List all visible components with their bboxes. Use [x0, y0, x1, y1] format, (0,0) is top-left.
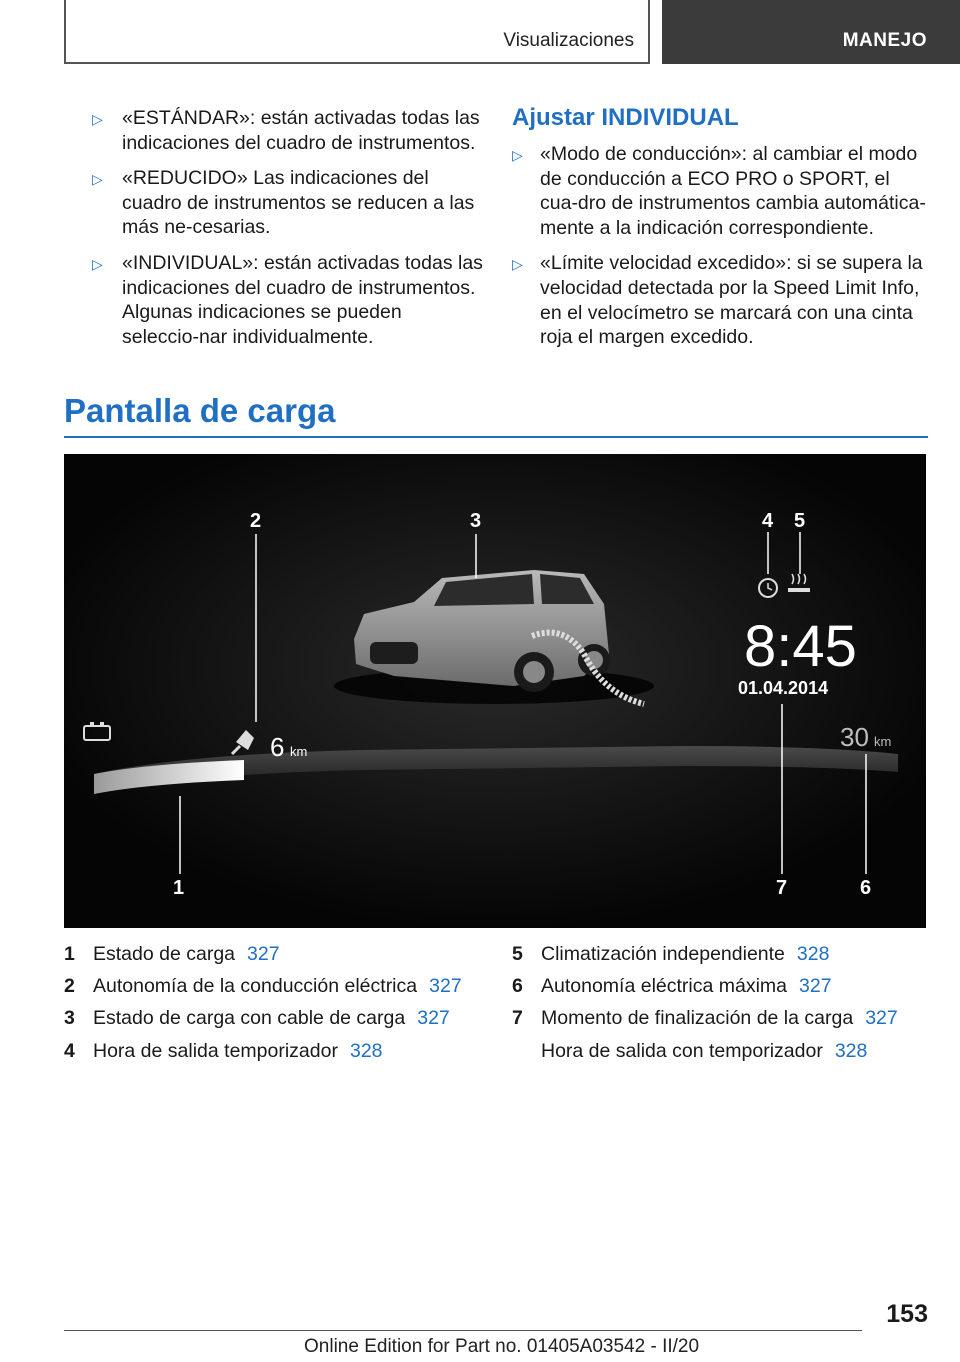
legend-number: 5	[512, 943, 523, 965]
bullet-text: «ESTÁNDAR»: están activadas todas las indicaciones del cuadro de instrumentos.	[122, 107, 480, 154]
legend-text: Hora de salida temporizador	[93, 1039, 338, 1062]
header-section-box	[64, 0, 650, 64]
legend-text: Autonomía eléctrica máxima	[541, 975, 788, 998]
page-reference-link[interactable]: 327	[865, 1007, 898, 1030]
bullet-item	[512, 251, 932, 349]
page-reference-link[interactable]: 328	[349, 1039, 383, 1062]
legend-text: Autonomía de la conducción eléctrica	[93, 975, 418, 998]
electric-range-value: 6	[270, 732, 285, 762]
legend-item	[512, 1002, 898, 1034]
subheading: Ajustar INDIVIDUAL	[512, 104, 739, 131]
page-reference-link[interactable]: 328	[834, 1039, 868, 1062]
electric-range-unit: km	[290, 744, 308, 759]
legend-text: Estado de carga	[93, 943, 236, 965]
page-reference-link[interactable]: 328	[796, 943, 830, 965]
legend-left	[64, 938, 462, 1067]
triangle-bullet-icon: ▷	[92, 171, 103, 188]
bullet-text: «REDUCIDO» Las indicaciones del cuadro de instrumentos se reducen a las más ne-cesarias.	[122, 167, 475, 239]
header-section-title: Visualizaciones	[503, 30, 634, 51]
legend-item	[64, 938, 462, 970]
page-number: 153	[886, 1300, 928, 1328]
bullet-text: «Modo de conducción»: al cambiar el modo de conducción a ECO PRO o SPORT, el cua-dro de instrumentos cambia automática-mente a la indicación correspondiente.	[540, 143, 926, 239]
bullet-item	[92, 251, 484, 349]
bullet-item	[92, 166, 484, 240]
triangle-bullet-icon: ▷	[92, 255, 103, 272]
page-reference-link[interactable]: 327	[429, 975, 462, 998]
header-chapter-title: MANEJO	[842, 30, 927, 51]
section-divider	[64, 436, 928, 438]
triangle-bullet-icon: ▷	[512, 147, 523, 163]
legend-number: 6	[512, 975, 523, 998]
triangle-bullet-icon: ▷	[512, 256, 523, 273]
header-chapter-box	[662, 0, 960, 64]
bullet-text: «Límite velocidad excedido»: si se supera la velocidad detectada por la Speed Limit Info, en el velocímetro se marcará con una cinta roja el margen excedido.	[540, 252, 923, 349]
legend-text: Hora de salida con temporizador	[541, 1039, 823, 1062]
footer-divider	[64, 1330, 862, 1331]
legend-text: Momento de finalización de la carga	[541, 1007, 854, 1030]
callout-3: 3	[470, 510, 482, 532]
legend-item	[512, 1035, 898, 1067]
left-column	[92, 106, 484, 360]
legend-item	[512, 970, 898, 1002]
charging-display-illustration	[64, 454, 926, 928]
callout-4: 4	[762, 510, 774, 532]
legend-number: 7	[512, 1007, 523, 1030]
legend-number: 3	[64, 1007, 75, 1030]
bullet-text: «INDIVIDUAL»: están activadas todas las indicaciones del cuadro de instrumentos. Algunas indicaciones se pueden seleccio-nar individualmente.	[122, 251, 483, 348]
legend-item	[64, 1035, 462, 1067]
bullet-item	[92, 106, 484, 155]
legend-right	[512, 938, 898, 1067]
max-range-value: 30	[840, 722, 869, 752]
legend-text: Climatización independiente	[541, 943, 785, 965]
callout-1: 1	[173, 877, 185, 899]
page-reference-link[interactable]: 327	[417, 1007, 450, 1030]
legend-number: 4	[64, 1039, 75, 1062]
clock-date: 01.04.2014	[738, 678, 829, 698]
callout-6: 6	[860, 877, 872, 899]
page-reference-link[interactable]: 327	[247, 943, 280, 965]
callout-7: 7	[776, 877, 788, 899]
page-reference-link[interactable]: 327	[799, 975, 832, 998]
section-title: Pantalla de carga	[64, 392, 336, 429]
footer-edition-text: Online Edition for Part no. 01405A03542 - II/20	[304, 1336, 700, 1357]
bullet-item	[512, 142, 932, 240]
legend-item	[64, 1002, 462, 1034]
legend-item	[64, 970, 462, 1002]
legend-item	[512, 938, 898, 970]
legend-number: 2	[64, 975, 75, 998]
callout-2: 2	[250, 510, 262, 532]
clock-time: 8:45	[744, 614, 857, 679]
right-column	[512, 104, 932, 361]
callout-5: 5	[794, 510, 806, 532]
legend-text: Estado de carga con cable de carga	[93, 1007, 406, 1030]
legend-number: 1	[64, 943, 75, 965]
max-range-unit: km	[874, 734, 892, 749]
triangle-bullet-icon: ▷	[92, 111, 103, 127]
